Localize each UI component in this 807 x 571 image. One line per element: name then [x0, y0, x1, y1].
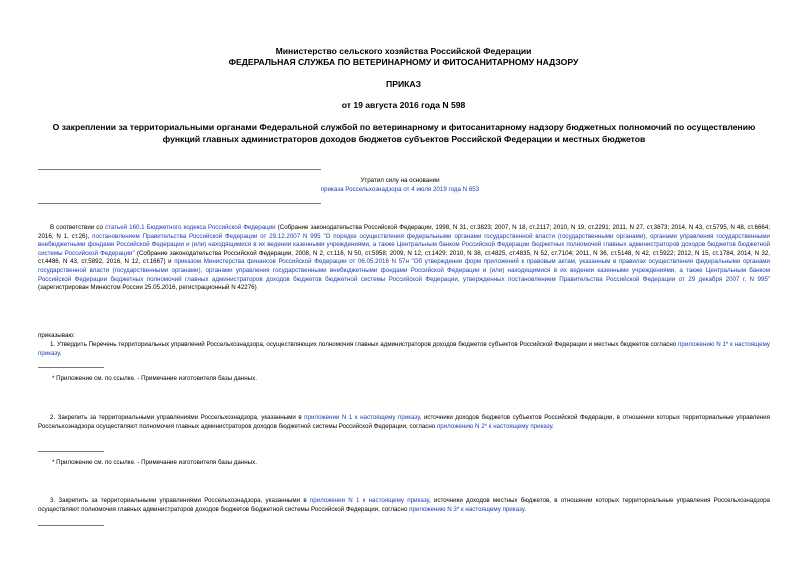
order-word: приказываю:	[38, 332, 75, 339]
preamble-text: (Собрание законодательства Российской Федерации, 2008, N 2, ст.116, N 50, ст.5958; 2009, N 12, ст.1429; 2010, N 38, ст.4825, ст.4835, N 52, ст.7104; 2011, N 36, ст.5148, N 42, ст.5922; 2012, N 15, ст.1784, 2014, N 32, ст.4486, N 43, ст.5892, 2016, N 12, ст.1667) и	[38, 249, 771, 266]
item-text: 1. Утвердить Перечень территориальных управлений Россельхознадзора, осуществляющих полномочия главных администраторов доходов бюджетов субъектов Российской Федерации и местных бюджетов согласно	[50, 341, 679, 348]
doc-title: О закреплении за территориальными органами Федеральной службой по ветеринарному и фитосанитарному надзору бюджетных полномочий по осуществлению функций главных администраторов доходов бюджетов субъектов Российской Федерации и местных бюджетов	[52, 122, 756, 144]
item-text: , источники доходов местных бюджетов, в отношении которых территориальные управления Россельхознадзора осуществляют полномочия главных администраторов доходов бюджетов бюджетной системы Российской Федерации, согласно	[38, 497, 770, 513]
item-text: .	[59, 349, 62, 357]
footnote-rule	[38, 525, 104, 526]
separator-rule	[38, 169, 321, 170]
footnote-rule	[38, 451, 104, 452]
preamble-paragraph	[38, 224, 770, 293]
footnote-rule	[38, 367, 104, 368]
appendix-1-link[interactable]: приложении N 1 к настоящему приказу	[304, 414, 420, 421]
status-line: Утратил силу на основании	[360, 177, 440, 184]
appendix-1-link[interactable]: приложению N 1* к настоящему приказу	[38, 341, 770, 357]
repeal-order-link[interactable]: приказа Россельхознадзора от 4 июля 2019 года N 653	[320, 186, 480, 193]
appendix-3-link[interactable]: приложению N 3* к настоящему приказу	[409, 505, 525, 513]
item-text: .	[524, 505, 526, 513]
item-text: 3. Закрепить за территориальными управлениями Россельхознадзора, указанными в	[50, 497, 310, 504]
item-1	[38, 341, 770, 358]
minfin-order-link[interactable]: приказом Министерства финансов Российской Федерации от 06.05.2016 N 57н "Об утверждении форм приложений к правовым актам, указанным в правилах осуществления федеральными органами государственной власти (государственными органами), органами управления государственными внебюджетными фондами Российской Федерации и (или) находящимися в их ведении казенными учреждениями, а также Центральным банком Российской Федерации бюджетных полномочий главных администраторов доходов бюджетов бюджетной системы Российской Федерации, утвержденных постановлением Правительства Российской Федерации от 29 декабря 2007 г. N 995"	[38, 258, 770, 283]
item-2	[38, 414, 770, 431]
item-3	[38, 497, 770, 514]
service-name: ФЕДЕРАЛЬНАЯ СЛУЖБА ПО ВЕТЕРИНАРНОМУ И ФИТОСАНИТАРНОМУ НАДЗОРУ	[228, 57, 579, 67]
item-text: 2. Закрепить за территориальными управлениями Россельхознадзора, указанными в	[50, 414, 305, 421]
footnote: * Приложение см. по ссылке. - Примечание изготовителя базы данных.	[52, 459, 257, 466]
status-link-wrap	[250, 185, 550, 194]
doc-type: ПРИКАЗ	[386, 79, 421, 89]
appendix-1-link[interactable]: приложении N 1 к настоящему приказу	[309, 497, 429, 504]
preamble-text: (зарегистрирован Минюстом России 25.05.2016, регистрационный N 42276)	[38, 284, 257, 292]
footnote: * Приложение см. по ссылке. - Примечание изготовителя базы данных.	[52, 375, 257, 382]
government-decree-link[interactable]: постановлением Правительства Российской Федерации от 29.12.2007 N 995 "О порядке осуществления федеральными органами государственной власти (государственными органами), органами управления государственными внебюджетными фондами Российской Федерации и (или) находящимися в их ведении казенными учреждениями, а также Центральным банком Российской Федерации бюджетных полномочий главных администраторов доходов бюджетов бюджетной системы Российской Федерации"	[38, 232, 770, 257]
item-text: , источники доходов бюджетов субъектов Российской Федерации, в отношении которых территориальные управления Россельхознадзора осуществляют полномочия главных администраторов доходов бюджетной системы Российской Федерации, согласно	[38, 414, 770, 430]
separator-rule	[38, 203, 321, 204]
preamble-text: (Собрание законодательства Российской Федерации, 1998, N 31, ст.3823; 2007, N 18, ст.2117; 2010, N 19, ст.2291; 2011, N 27, ст.3873; 2014, N 43, ст.5795, N 48, ст.6664; 2016, N 1, ст.26),	[38, 224, 771, 240]
doc-date-number: от 19 августа 2016 года N 598	[341, 100, 466, 110]
budget-code-link[interactable]: статьей 160.1 Бюджетного кодекса Российской Федерации	[104, 224, 276, 231]
preamble-text: В соответствии со	[50, 224, 105, 231]
appendix-2-link[interactable]: приложению N 2* к настоящему приказу	[436, 422, 553, 430]
item-text: .	[552, 422, 554, 430]
ministry-name: Министерство сельского хозяйства Российской Федерации	[275, 46, 532, 56]
